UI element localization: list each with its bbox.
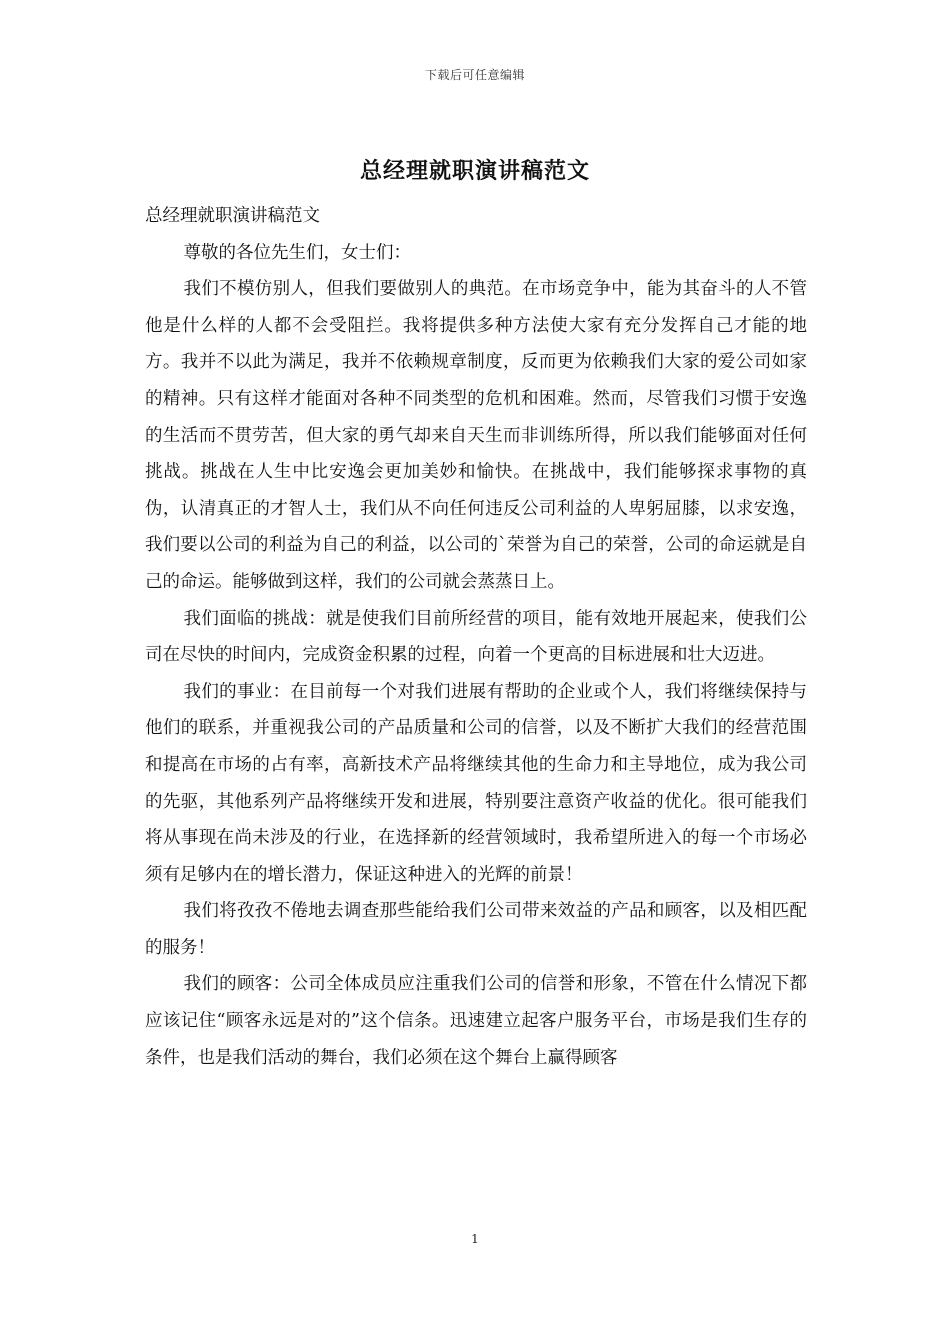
body-paragraph: 我们将孜孜不倦地去调查那些能给我们公司带来效益的产品和顾客，以及相匹配的服务！	[145, 901, 807, 958]
document-body	[145, 198, 807, 1076]
salutation-paragraph: 尊敬的各位先生们，女士们：	[183, 242, 411, 263]
page-number: 1	[471, 1232, 479, 1246]
body-paragraph: 我们的顾客：公司全体成员应注重我们公司的信誉和形象，不管在什么情况下都应该记住“顾客永远是对的”这个信条。迅速建立起客户服务平台，市场是我们生存的条件，也是我们活动的舞台，我们必须在这个舞台上赢得顾客	[145, 974, 807, 1068]
body-paragraph: 我们的事业：在目前每一个对我们进展有帮助的企业或个人，我们将继续保持与他们的联系，并重视我公司的产品质量和公司的信誉，以及不断扩大我们的经营范围和提高在市场的占有率，高新技术产品将继续其他的生命力和主导地位，成为我公司的先驱，其他系列产品将继续开发和进展，特别要注意资产收益的优化。很可能我们将从事现在尚未涉及的行业，在选择新的经营领域时，我希望所进入的每一个市场必须有足够内在的增长潜力，保证这种进入的光辉的前景！	[145, 681, 807, 885]
body-paragraph: 我们不模仿别人，但我们要做别人的典范。在市场竞争中，能为其奋斗的人不管他是什么样的人都不会受阻拦。我将提供多种方法使大家有充分发挥自己才能的地方。我并不以此为满足，我并不依赖规章制度，反而更为依赖我们大家的爱公司如家的精神。只有这样才能面对各种不同类型的危机和困难。然而，尽管我们习惯于安逸的生活而不贯劳苦，但大家的勇气却来自天生而非训练所得，所以我们能够面对任何挑战。挑战在人生中比安逸会更加美妙和愉快。在挑战中，我们能够探求事物的真伪，认清真正的才智人士，我们从不向任何违反公司利益的人卑躬屈膝，以求安逸，我们要以公司的利益为自己的利益，以公司的`荣誉为自己的荣誉，公司的命运就是自己的命运。能够做到这样，我们的公司就会蒸蒸日上。	[145, 279, 807, 592]
body-paragraph: 我们面临的挑战：就是使我们目前所经营的项目，能有效地开展起来，使我们公司在尽快的时间内，完成资金积累的过程，向着一个更高的目标进展和壮大迈进。	[145, 608, 807, 666]
header-note: 下载后可任意编辑	[424, 68, 525, 82]
document-subtitle: 总经理就职演讲稿范文	[145, 206, 320, 226]
document-title: 总经理就职演讲稿范文	[359, 158, 590, 184]
